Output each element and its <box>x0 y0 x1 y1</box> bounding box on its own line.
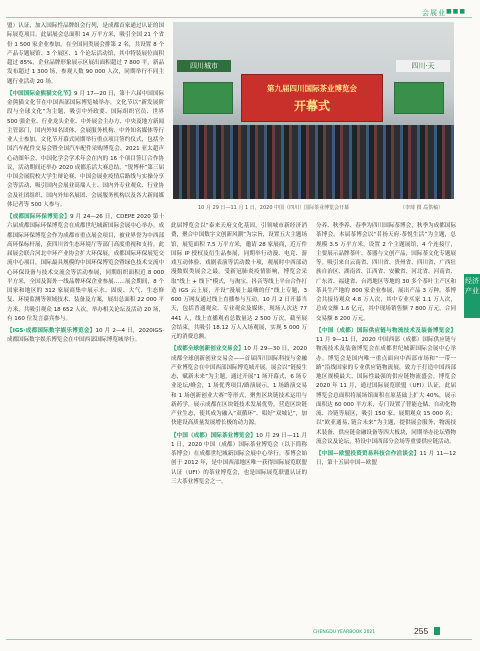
screen-left <box>183 82 233 114</box>
column-2 <box>171 222 307 487</box>
footer-publication: CHENGDU YEARBOOK 2021 <box>313 630 376 635</box>
entry-heading: 【中国国际金熊猫文化节】 <box>7 90 75 97</box>
paragraph: 分养、秋季养、春季为四川国际茶博会，秋季为成都国际茶博会。本届茶博会以“茗扬天府·茶悦生活”为主题，总规模 3.5 万平方米，设置 2 个主题展馆，4 个连接厅，主要展示品牌茶叶、茶器与文创产品，国际茶文化专题展等。吸引来自云南省、四川省、贵州省、四川省、广西壮族自治区、湖南省、江西省、安徽省、河北省、河南省、广东省、福建省、台湾地区等地的 30 多个茶叶主产区和茶具生产地的 800 家企业参展，展出产品 3 万种。茶博会共接待观众 4.8 万人次，其中专业买家 1.1 万人次，总成交额 1.6 亿元，其中现场销售额 7 800 万元，合同交易额 8 200 万元。 <box>316 223 456 322</box>
photo-credit: （李琦 摄 岛供稿） <box>400 205 444 211</box>
entry-heading: 【中国（成都）国际供应链与物流技术及装备博览会】 <box>316 327 456 334</box>
section-side-tab: 经济产业 <box>464 274 480 318</box>
entry-paragraph: 【中国—欧盟投资贸易科技合作洽谈会】11 月 11—12 日，第十五届中国—欧盟 <box>316 451 457 467</box>
entry-paragraph: 【中国（成都）国际茶业博览会】10 月 29 日—11 月 1 日，2020 中国（成都）国际茶业博览会（以下简称茶博会）在成都世纪城新国际会展中心举行。茶博会始创于 2012 年，是中国西部地区唯一获得国际展览联盟认证（UFI）的茶业博览会，也是国际展览联盟认证的三大茶业博览会之一。 <box>171 432 307 485</box>
section-label: 会展业 <box>422 9 446 17</box>
entry-paragraph: 【中国国际金熊猫文化节】9 月 17—20 日，第十六届中国国际金熊猫文化节在中国西部国际博览城举办。文化节以“新发展阶段与全球文化”为主题，吸引中外政要、国际组织官员、世界 500 强企业、行业龙头企业、中外展会主办方、中央及地方新闻主管部门，国内外知名团体、会展服务机构、中外知名媒体等行业人士参加。文化节开幕式同期举行重点项目签约仪式，包括全国汽车配件交易会暨全国汽车配件采购博览会、2021 亚太超声心动图年会、中国化学会学术年会在内的 16 个项目签订合作协议，活动期间还举办 2020 成都乐活大赛总结、“锐博杯”第三届中国会展院校大学生辩论赛、中国会展业疫情后路线与实操分享会等活动，吸引国内会展业高端人士、国内外专业观众、行业协会及社团组织、国内外知名展团、会展服务机构以及各大新闻媒体记者等 500 人参与。 <box>7 90 165 208</box>
entry-heading: 【中国—欧盟投资贸易科技合作洽谈会】 <box>316 451 420 457</box>
entry-paragraph: 【IGS·成都国际数字娱乐博览会】10 月 2—4 日，2020IGS·成都国际数字娱乐博览会在中国西部国际博览城举行。 <box>7 328 164 344</box>
header-ornament: ■■■ <box>445 8 466 15</box>
column-3 <box>316 222 456 469</box>
screen-right <box>394 82 444 114</box>
opening-ceremony-photo <box>173 22 454 199</box>
entry-heading: 【成都国际环保博览会】 <box>7 214 71 220</box>
stage-subtitle: 开幕式 <box>293 99 330 113</box>
stage-backdrop <box>241 74 383 122</box>
banner-left: 四川城市 <box>177 60 231 72</box>
entry-heading: 【IGS·成都国际数字娱乐博览会】 <box>7 328 96 334</box>
entry-paragraph: 【中国（成都）国际供应链与物流技术及装备博览会】11 月 9—11 日，2020 中国西部（成都）国际供应链与物流技术及装备博览会在成都世纪城新国际会展中心举办。博览会是国内唯一重点面向中西部市场和“一带一路”沿线国家的专业供应链物流展，致力于打造中国西部地区规模最大、国际性最强的供应链物流盛会。博览会 2020 年 11 月，通过国际展览联盟（UFI）认证，此届博览会总面积将展场馆面积在原基础上扩大 40%，展示面积达 60 000 平方米，专门设置了智能仓储、自动化物流、冷链等展区，吸引 150 家、展期观众 15 000 名；以“欧亚通易, 链合未来”为主题，提供展会服务，物流技术装备、供应链金融设备等四大板块，同期举办论坛暨物流会议及论坛，特设中国西部分会场等重要供应链活动。 <box>316 327 456 445</box>
page-marker <box>434 627 440 635</box>
banner-right: 四川·天 <box>396 60 450 72</box>
paragraph: 盟）认证，加入国际性品牌组会行列，是成都首家通过认证的国际展览项目。此届展会总面积 14 万平方米，吸引全国 21 个省份 1 500 家企业参加，在全国同类展会排第 2 名，共设置 8 个产品专题展馆、3 个展区、1 个论坛活动馆，其中特装展位面积超过 85%，企业品牌形象展示区展出面积超过 7 800 平，新品发布超过 1 300 场，参观人数 90 000 人次，同期举行不同主题行业活动 20 场。 <box>7 23 164 85</box>
column-1 <box>7 22 164 346</box>
audience <box>173 125 454 199</box>
stage-title: 第九届四川国际茶业博览会 <box>267 84 357 93</box>
header-rule <box>6 17 472 18</box>
photo-caption: 10 月 29 日—11 月 1 日，2020 中国（四川）国际茶业博览会开幕 <box>198 205 350 211</box>
entry-paragraph: 【成都全球创新创业交易会】10 月 29—30 日，2020 成都全球创新创业交易会——首届四川国际科技与金融产业博览会在中国西部国际博览城开展。展会以“链接生态，赋新未来”为主题，通过开展“1 场开幕式，6 场专业论坛/峰会，1 场优秀项目/路演展示，1 场路演交易和 1 场创新创业大赛”等形式，聚焦区块链技术运用与新药学，展示成都在区块链技术发展优势，营造区块链产业生态，使其成为融入“双循环”、唱好“双城记”，加快建设高质量发展增长极的动力源。 <box>171 346 307 427</box>
entry-heading: 【中国（成都）国际茶业博览会】 <box>171 432 256 439</box>
entry-heading: 【成都全球创新创业交易会】 <box>171 346 244 353</box>
paragraph: 此届博览会以“泰来天府文化基因，引领城市新经济消费，聚合中国数字文创新风潮”为宗旨，设置五大主题场馆，展览面积 7.5 万平方米，邀请 28 家展商，近万件国际 IP 授权及衍生品参展，同期举行动漫、电竞、游戏互动体验、戏剧表演等活动数十项，观展时中西部动漫数娱类展会之最。受新冠肺炎疫情影响，博览会采取“线上 + 线下”模式，与淘宝、抖音等线上平台合作打造 IGS 云上展，开设“漫展上最嗨的仔”线上专题，3 600 万网友通过线上直播参与互动。10 月 2 日开幕当天，包括普通观众、专业观众及媒体，现场人次达 77 441 人，线上直播观看总数量达 2 500 万次，截至展会结束，共吸引 18.12 万人入场观展，实现 5 000 万元的消费总额。 <box>171 223 307 340</box>
entry-paragraph: 【成都国际环保博览会】9 月 24—26 日，CDEPE 2020 第十六届成都国际环保博览会在成都世纪城新国际会展中心举办。成都国际环保博览会作为成都市重点展会项目，被业界誉为中西部高环保标杆展，获四川省生态环境厅等部门高度重视和支持。此届展会联合河北中环产业协会扩大环保展，成都国际环保展览交流中心项目，国际最具规模的中国环保博览会暨绿色技术交流中心环保设备与技术交流会等活动参展，同期组织面积近 8 000 平方米，全国及海外一线品牌环保企业参展……展会期间，8 个国家和地区的 312 家展商集中展示水、固废、大气、生态修复、环境监测等领域技术、装备及方案，展出总面积 22 000 平方米，共吸引观众 18 652 人次，举办相关论坛及活动 20 场，有 160 位发言嘉宾参与。 <box>7 214 165 322</box>
page-number: 255 <box>414 626 429 636</box>
footer-rule <box>6 639 472 640</box>
